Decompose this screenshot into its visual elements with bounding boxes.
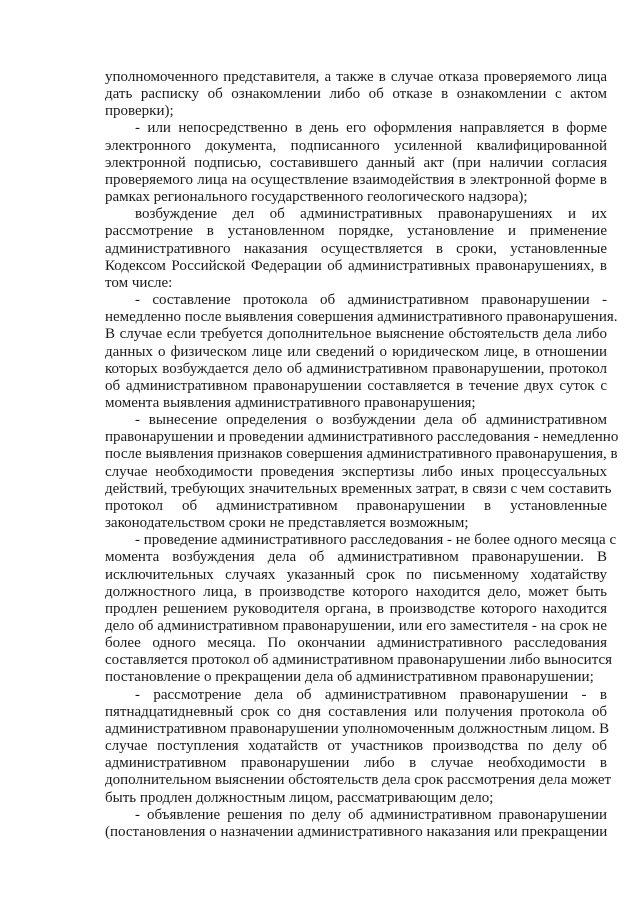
text-line: электронного документа, подписанного усиленной квалифицированной bbox=[105, 137, 607, 154]
text-line: момента возбуждения дела об административном правонарушении. В bbox=[105, 549, 607, 566]
text-line: административном правонарушении либо в случае необходимости в bbox=[105, 755, 607, 772]
text-line: рассмотрение в установленном порядке, установление и применение bbox=[105, 223, 607, 240]
text-line: случае поступления ходатайств от участников производства по делу об bbox=[105, 738, 607, 755]
text-line: дополнительном выяснении обстоятельств дела срок рассмотрения дела может bbox=[105, 772, 612, 789]
text-line: - рассмотрение дела об административном правонарушении - в bbox=[135, 686, 607, 703]
text-line: административном правонарушении уполномоченным должностным лицом. В bbox=[105, 720, 610, 737]
text-line: об административном правонарушении составляется в течение двух суток с bbox=[105, 377, 607, 394]
text-line: электронной подписью, составившего данный акт (при наличии согласия bbox=[105, 154, 607, 171]
text-line: исключительных случаях указанный срок по письменному ходатайству bbox=[105, 566, 607, 583]
text-line: - вынесение определения о возбуждении дела об административном bbox=[135, 412, 607, 429]
text-line: немедленно после выявления совершения административного правонарушения. bbox=[105, 309, 618, 326]
text-line: (постановления о назначении административного наказания или прекращении bbox=[105, 823, 608, 840]
text-line: более одного месяца. По окончании административного расследования bbox=[105, 635, 607, 652]
text-line: данных о физическом лице или сведений о юридическом лице, в отношении bbox=[105, 343, 607, 360]
text-line: составляется протокол об административном правонарушении либо выносится bbox=[105, 652, 612, 669]
text-line: - проведение административного расследования - не более одного месяца с bbox=[135, 532, 617, 549]
document-page bbox=[105, 69, 619, 841]
text-line: административного наказания осуществляется в сроки, установленные bbox=[105, 240, 607, 257]
text-line: - составление протокола об административном правонарушении - bbox=[135, 292, 607, 309]
text-line: Кодексом Российской Федерации об административных правонарушениях, в bbox=[105, 257, 607, 274]
text-line: продлен решением руководителя органа, в производстве которого находится bbox=[105, 600, 607, 617]
text-line: проверки); bbox=[105, 103, 174, 120]
text-line: быть продлен должностным лицом, рассматривающим дело; bbox=[105, 789, 494, 806]
text-line: - объявление решения по делу об административном правонарушении bbox=[135, 806, 607, 823]
text-line: пятнадцатидневный срок со дня составления или получения протокола об bbox=[105, 703, 607, 720]
text-line: законодательством сроки не представляется возможным; bbox=[105, 515, 469, 532]
text-line: уполномоченного представителя, а также в случае отказа проверяемого лица bbox=[105, 69, 607, 85]
text-line: после выявления признаков совершения административного правонарушения, в bbox=[105, 446, 618, 463]
text-line: проверяемого лица на осуществление взаимодействия в электронной форме в bbox=[105, 171, 607, 188]
text-line: рамках регионального государственного геологического надзора); bbox=[105, 189, 528, 206]
text-line: том числе: bbox=[105, 274, 173, 291]
text-line: В случае если требуется дополнительное выяснение обстоятельств дела либо bbox=[105, 326, 607, 343]
text-line: которых возбуждается дело об административном правонарушении, протокол bbox=[105, 360, 607, 377]
text-line: действий, требующих значительных временных затрат, в связи с чем составить bbox=[105, 480, 612, 497]
text-line: дело об административном правонарушении, или его заместителя - на срок не bbox=[105, 618, 607, 634]
text-line: - или непосредственно в день его оформления направляется в форме bbox=[135, 120, 607, 137]
text-line: случае необходимости проведения экспертизы либо иных процессуальных bbox=[105, 463, 607, 480]
text-line: должностного лица, в производстве которого находится дело, может быть bbox=[105, 583, 607, 600]
text-line: момента выявления административного правонарушения; bbox=[105, 394, 476, 411]
text-line: протокол об административном правонарушении в установленные bbox=[105, 497, 607, 514]
text-line: постановление о прекращении дела об административном правонарушении; bbox=[105, 669, 594, 686]
text-line: возбуждение дел об административных правонарушениях и их bbox=[135, 206, 607, 223]
text-line: правонарушении и проведении административного расследования - немедленно bbox=[105, 429, 619, 446]
text-line: дать расписку об ознакомлении либо об отказе в ознакомлении с актом bbox=[105, 86, 607, 103]
